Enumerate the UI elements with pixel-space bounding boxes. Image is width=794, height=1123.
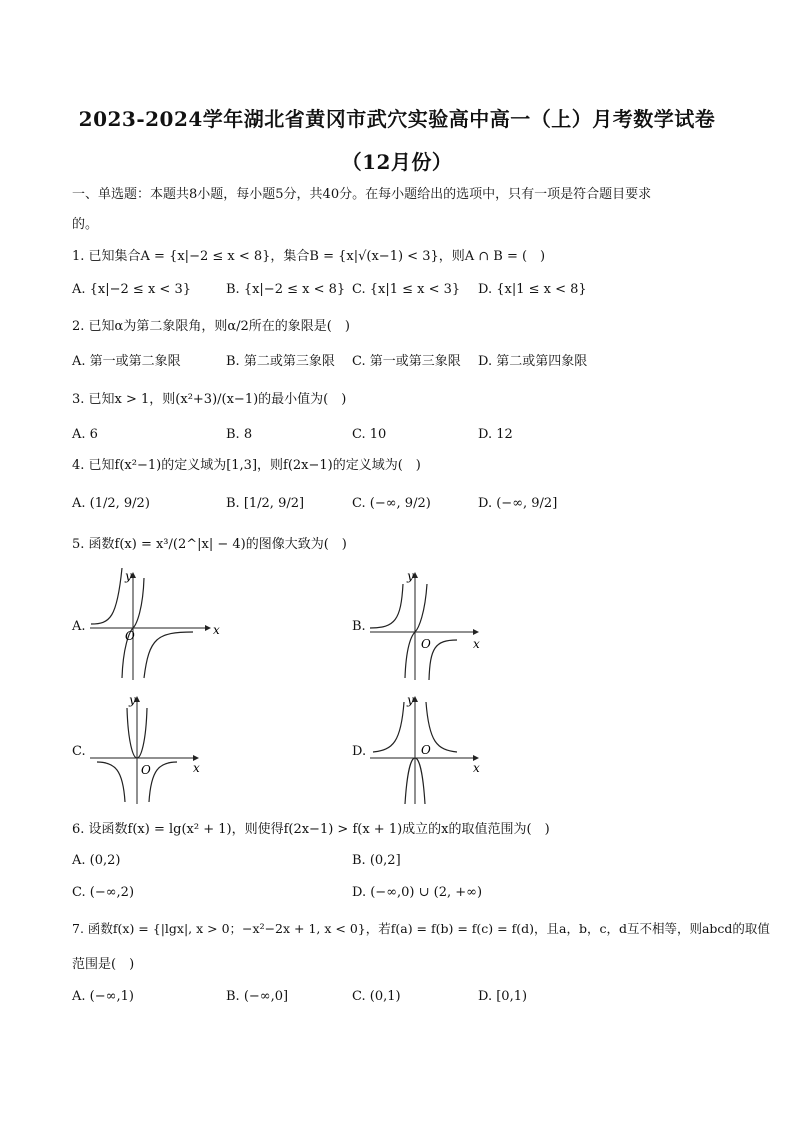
q6-option-d: D. (−∞,0) ∪ (2, +∞) xyxy=(352,885,483,900)
graph-c-xlabel: x xyxy=(193,761,200,775)
q7-option-a: A. (−∞,1) xyxy=(72,989,134,1004)
graph-b-xlabel: x xyxy=(473,637,480,651)
q5-option-b: B. xyxy=(352,619,366,634)
graph-d-origin: O xyxy=(421,743,431,757)
q7-option-d: D. [0,1) xyxy=(478,989,528,1004)
graph-b-ylabel: y xyxy=(407,569,414,583)
q5-option-c: C. xyxy=(72,744,86,759)
question-6: 6. 设函数f(x) = lg(x² + 1)，则使得f(2x−1) > f(x + 1)成立的x的取值范围为( ) xyxy=(72,822,550,837)
q5-option-a: A. xyxy=(72,619,86,634)
graph-d xyxy=(365,692,510,807)
exam-title: 2023-2024学年湖北省黄冈市武穴实验高中高一（上）月考数学试卷 xyxy=(78,107,716,131)
graph-a-origin: O xyxy=(125,629,135,643)
q6-option-c: C. (−∞,2) xyxy=(72,885,135,900)
q4-option-a: A. (1/2, 9/2) xyxy=(72,496,150,511)
section-instructions: 一、单选题：本题共8小题，每小题5分，共40分。在每小题给出的选项中，只有一项是符合题目要求 xyxy=(72,187,652,202)
q6-option-a: A. (0,2) xyxy=(72,853,121,868)
q4-option-d: D. (−∞, 9/2] xyxy=(478,496,558,511)
question-3: 3. 已知x > 1，则(x²+3)/(x−1)的最小值为( ) xyxy=(72,392,347,407)
graph-d-xlabel: x xyxy=(473,761,480,775)
question-7: 7. 函数f(x) = {|lgx|, x > 0；−x²−2x + 1, x < 0}，若f(a) = f(b) = f(c) = f(d)，且a，b，c，d互不相等，则abcd的取值 xyxy=(72,921,770,936)
graph-b xyxy=(365,568,510,683)
q4-option-b: B. [1/2, 9/2] xyxy=(226,496,305,511)
q3-option-a: A. 6 xyxy=(72,427,98,442)
graph-d-ylabel: y xyxy=(407,693,414,707)
q5-option-d: D. xyxy=(352,744,367,759)
q1-option-c: C. {x|1 ≤ x < 3} xyxy=(352,282,461,297)
exam-subtitle: （12月份） xyxy=(341,150,453,174)
q1-option-b: B. {x|−2 ≤ x < 8} xyxy=(226,282,346,297)
graph-c xyxy=(85,692,230,807)
question-1: 1. 已知集合A = {x|−2 ≤ x < 8}，集合B = {x|√(x−1) < 3}，则A ∩ B = ( ) xyxy=(72,249,546,264)
graph-c-origin: O xyxy=(141,763,151,777)
graph-c-ylabel: y xyxy=(129,693,136,707)
q7-option-b: B. (−∞,0] xyxy=(226,989,289,1004)
q1-option-d: D. {x|1 ≤ x < 8} xyxy=(478,282,587,297)
q4-option-c: C. (−∞, 9/2) xyxy=(352,496,431,511)
q3-option-d: D. 12 xyxy=(478,427,513,442)
q2-option-a: A. 第一或第二象限 xyxy=(72,354,181,369)
section-instructions-cont: 的。 xyxy=(72,217,99,232)
q2-option-b: B. 第二或第三象限 xyxy=(226,354,335,369)
graph-a-ylabel: y xyxy=(125,569,132,583)
q7-option-c: C. (0,1) xyxy=(352,989,401,1004)
q3-option-c: C. 10 xyxy=(352,427,387,442)
question-5: 5. 函数f(x) = x³/(2^|x| − 4)的图像大致为( ) xyxy=(72,537,347,552)
q6-option-b: B. (0,2] xyxy=(352,853,401,868)
q3-option-b: B. 8 xyxy=(226,427,253,442)
q1-option-a: A. {x|−2 ≤ x < 3} xyxy=(72,282,191,297)
q2-option-d: D. 第二或第四象限 xyxy=(478,354,588,369)
graph-a-xlabel: x xyxy=(213,623,220,637)
question-4: 4. 已知f(x²−1)的定义域为[1,3]，则f(2x−1)的定义域为( ) xyxy=(72,458,421,473)
question-2: 2. 已知α为第二象限角，则α/2所在的象限是( ) xyxy=(72,319,350,334)
graph-b-origin: O xyxy=(421,637,431,651)
question-7-cont: 范围是( ) xyxy=(72,957,135,972)
q2-option-c: C. 第一或第三象限 xyxy=(352,354,461,369)
graph-a xyxy=(85,568,230,683)
